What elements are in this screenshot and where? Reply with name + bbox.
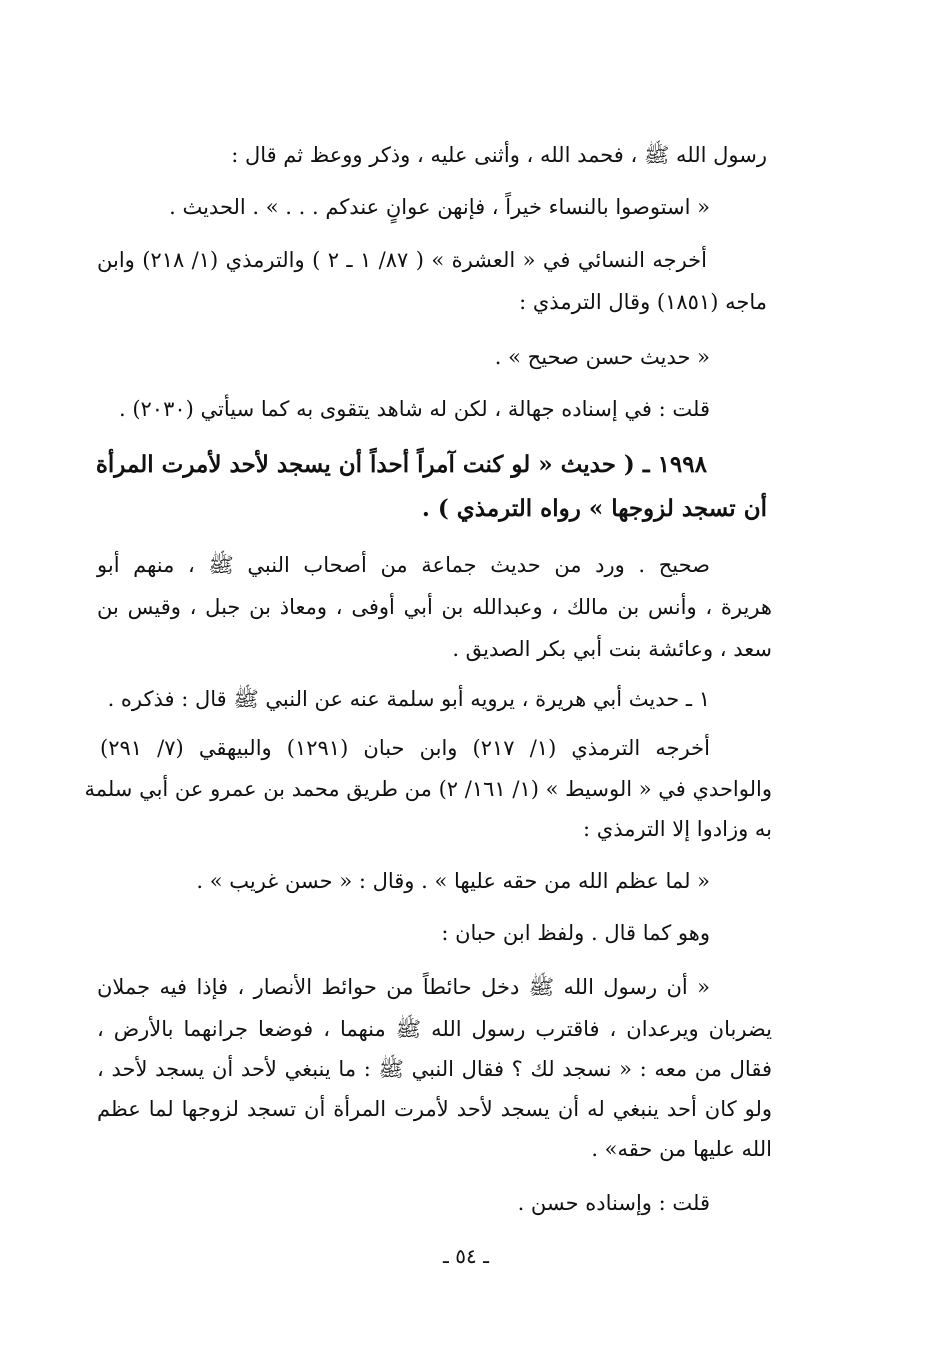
text-line: ١ ـ حديث أبي هريرة ، يرويه أبو سلمة عنه عن النبي ﷺ قال : فذكره . [107,687,710,711]
hadith-quote: « حديث حسن صحيح » . [494,345,710,369]
text-line: رسول الله ﷺ ، فحمد الله ، وأثنى عليه ، وذكر ووعظ ثم قال : [231,143,767,167]
text-line: هريرة ، وأنس بن مالك ، وعبدالله بن أبي أوفى ، ومعاذ بن جبل ، وقيس بن [97,595,772,619]
hadith-quote: الله عليها من حقه» . [591,1137,772,1161]
text-line: ماجه (١٨٥١) وقال الترمذي : [519,290,767,314]
page-number: ـ ٥٤ ـ [443,1244,489,1268]
text-line: وهو كما قال . ولفظ ابن حبان : [441,921,710,945]
text-line: به وزادوا إلا الترمذي : [583,817,772,841]
hadith-heading: ١٩٩٨ ـ ( حديث « لو كنت آمراً أحداً أن يسجد لأحد لأمرت المرأة [95,451,707,478]
text-line: أخرجه الترمذي (١/ ٢١٧) وابن حبان (١٢٩١) والبيهقي (٧/ ٢٩١) [100,736,710,760]
hadith-quote: فقال من معه : « نسجد لك ؟ فقال النبي ﷺ : ما ينبغي لأحد أن يسجد لأحد ، [97,1057,772,1081]
text-line: قلت : وإسناده حسن . [517,1191,710,1215]
hadith-quote: « أن رسول الله ﷺ دخل حائطاً من حوائط الأنصار ، فإذا فيه جملان [97,975,710,999]
text-line: والواحدي في « الوسيط » (١/ ١٦١/ ٢) من طريق محمد بن عمرو عن أبي سلمة [84,777,772,801]
hadith-quote: « استوصوا بالنساء خيراً ، فإنهن عوانٍ عندكم . . . » . الحديث . [169,195,710,219]
text-line: أخرجه النسائي في « العشرة » ( ٨٧/ ١ ـ ٢ ) والترمذي (١/ ٢١٨) وابن [97,248,707,272]
text-line: صحيح . ورد من حديث جماعة من أصحاب النبي ﷺ ، منهم أبو [97,553,710,577]
text-line: قلت : في إسناده جهالة ، لكن له شاهد يتقوى به كما سيأتي (٢٠٣٠) . [118,397,710,421]
hadith-heading: أن تسجد لزوجها » رواه الترمذي ) . [421,495,767,522]
hadith-quote: « لما عظم الله من حقه عليها » . وقال : « حسن غريب » . [196,869,710,893]
hadith-quote: يضربان ويرعدان ، فاقترب رسول الله ﷺ منهما ، فوضعا جرانهما بالأرض ، [97,1017,772,1041]
hadith-quote: ولو كان أحد ينبغي له أن يسجد لأحد لأمرت المرأة أن تسجد لزوجها لما عظم [97,1097,772,1121]
text-line: سعد ، وعائشة بنت أبي بكر الصديق . [452,637,772,661]
